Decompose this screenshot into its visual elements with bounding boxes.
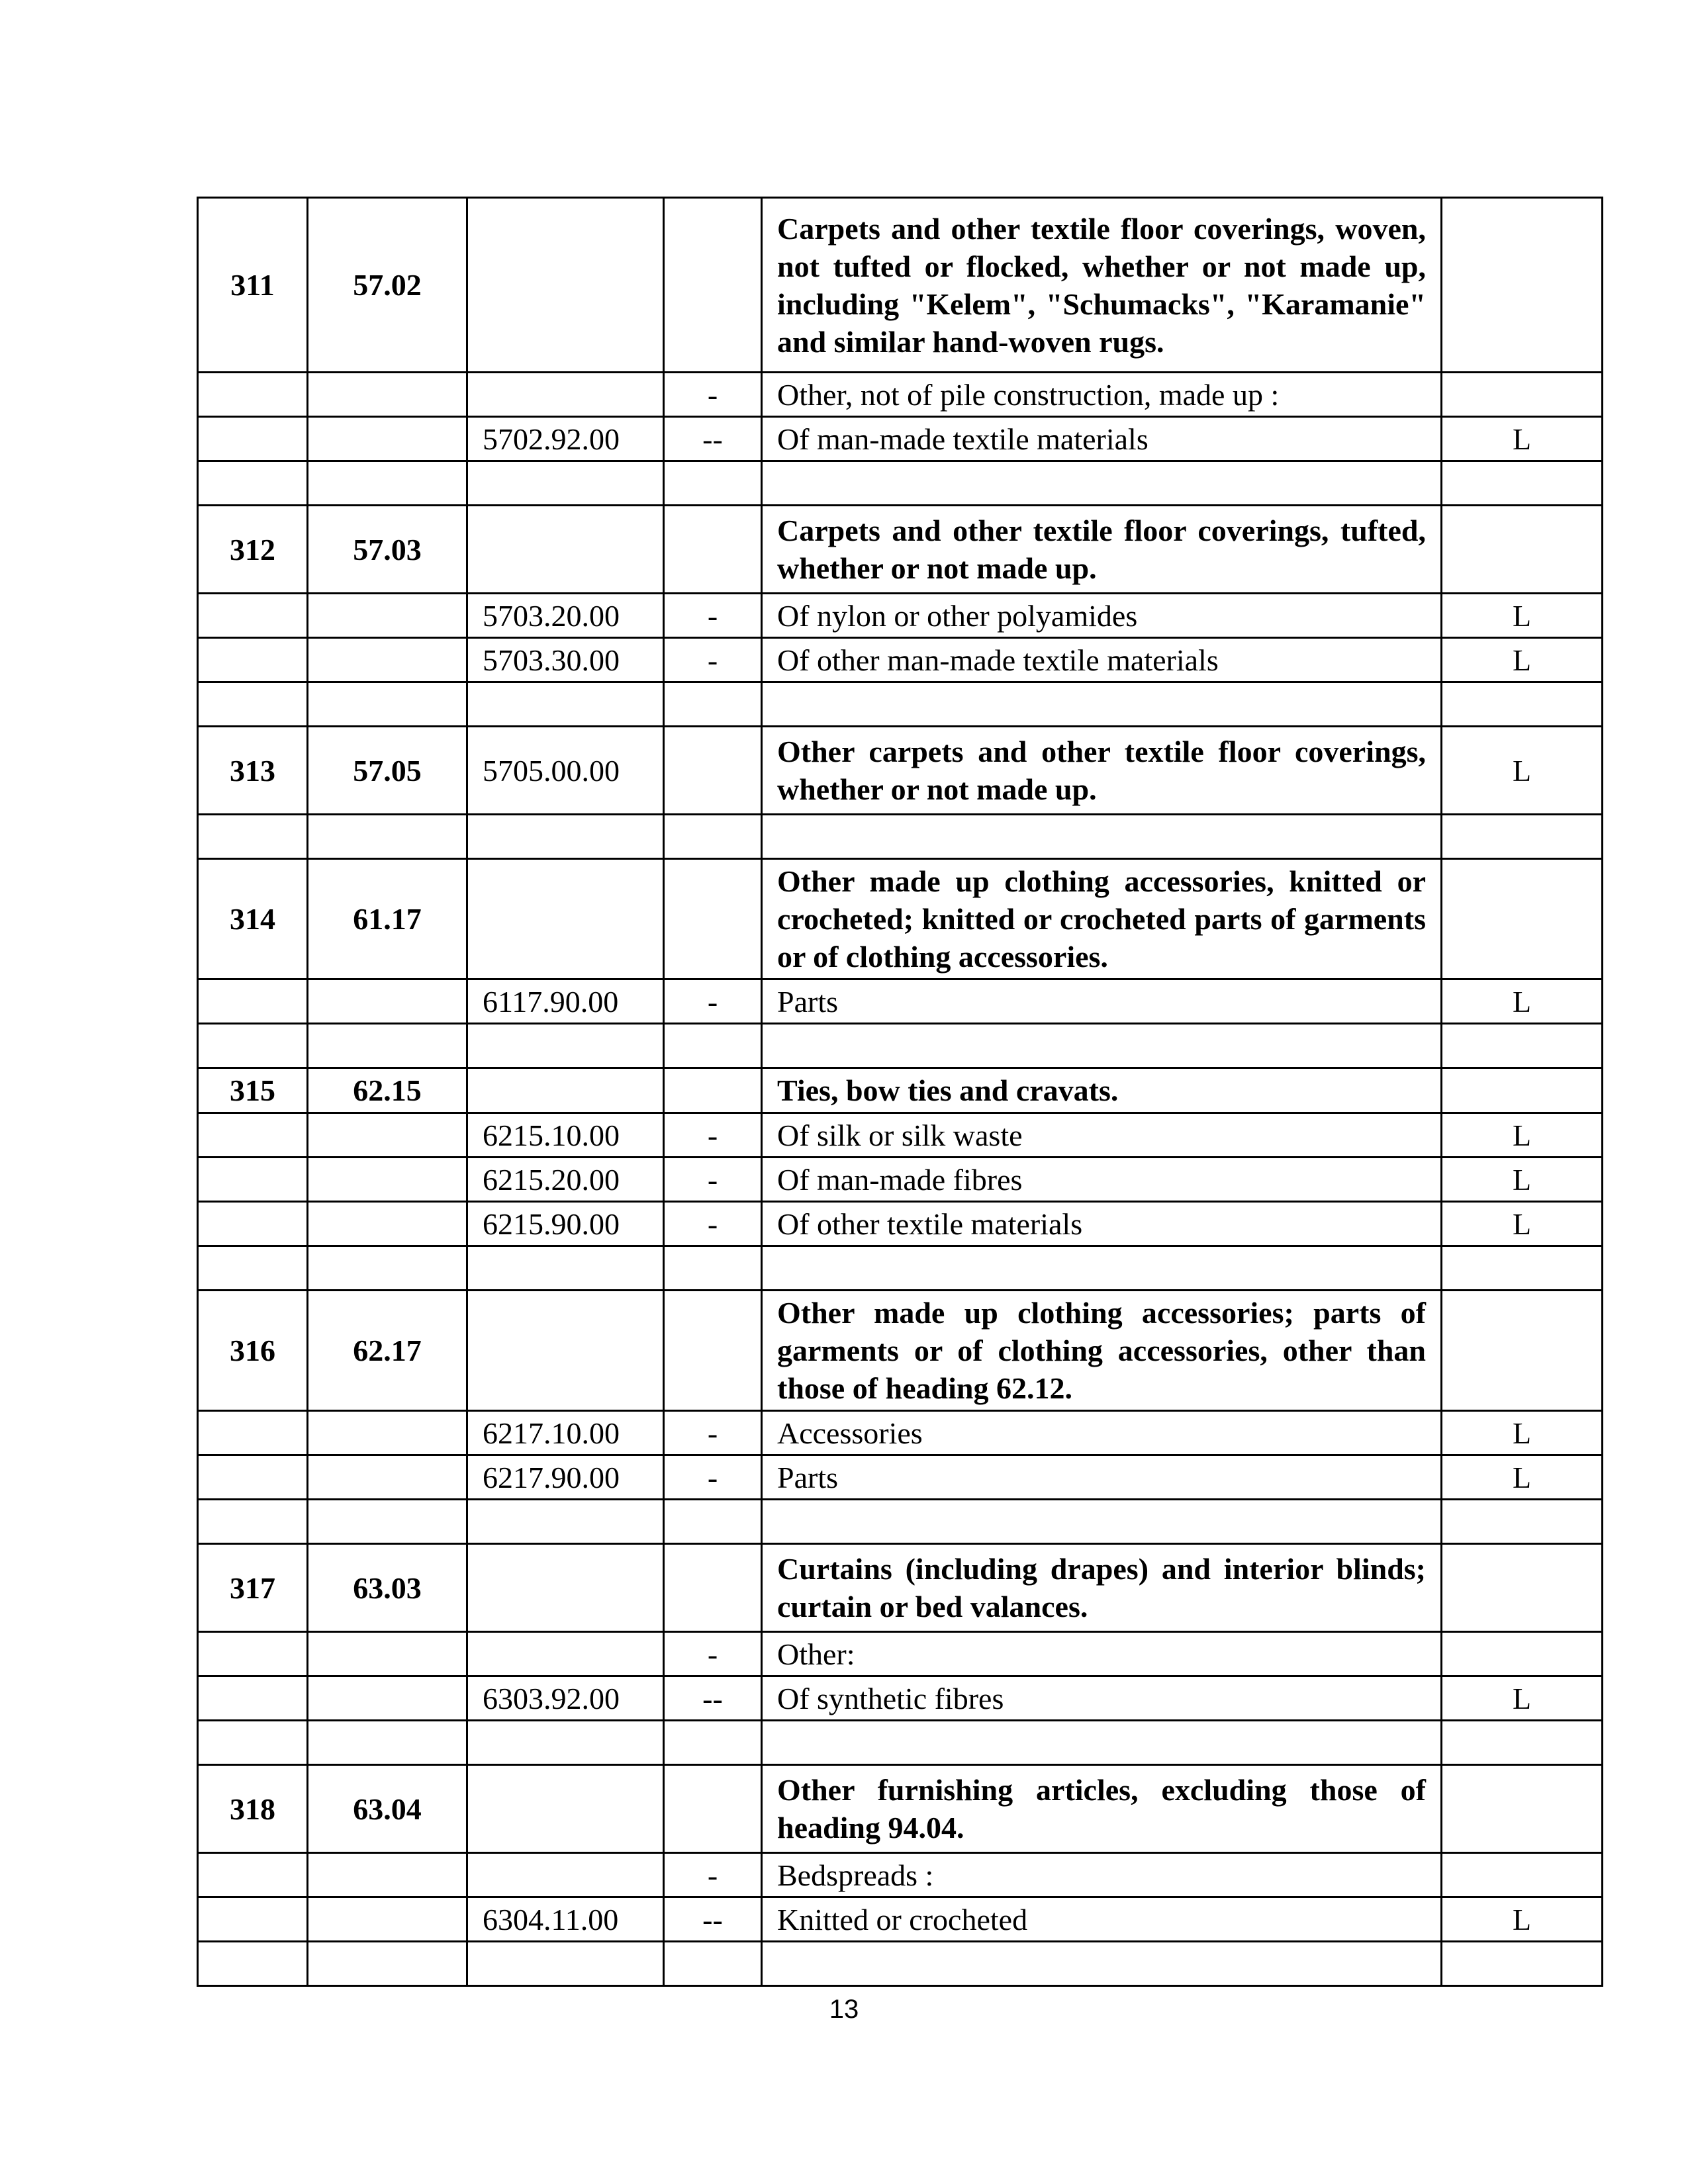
- cell-category: [1442, 1068, 1603, 1113]
- cell-heading-number: [308, 1721, 467, 1765]
- cell-category: [1442, 1721, 1603, 1765]
- cell-tariff-code: [467, 1291, 664, 1411]
- cell-serial-number: [198, 1632, 308, 1676]
- cell-heading-number: [308, 1500, 467, 1544]
- cell-tariff-code: 6215.20.00: [467, 1158, 664, 1202]
- cell-description: Of other textile materials: [762, 1202, 1442, 1246]
- cell-tariff-code: [467, 198, 664, 373]
- cell-serial-number: [198, 1411, 308, 1455]
- item-row: [198, 417, 1603, 461]
- cell-category: L: [1442, 1455, 1603, 1500]
- cell-serial-number: [198, 1676, 308, 1721]
- page-number: 13: [829, 1995, 859, 2024]
- cell-tariff-code: [467, 1765, 664, 1853]
- cell-serial-number: [198, 461, 308, 506]
- cell-tariff-code: [467, 1068, 664, 1113]
- cell-dash-level: --: [664, 1676, 762, 1721]
- cell-dash-level: [664, 1024, 762, 1068]
- cell-dash-level: [664, 1942, 762, 1986]
- heading-row: [198, 1068, 1603, 1113]
- cell-category: L: [1442, 594, 1603, 638]
- cell-category: [1442, 373, 1603, 417]
- cell-description: Carpets and other textile floor coverings, tufted, whether or not made up.: [762, 506, 1442, 594]
- cell-heading-number: [308, 417, 467, 461]
- cell-heading-number: [308, 1411, 467, 1455]
- cell-dash-level: [664, 815, 762, 859]
- cell-dash-level: [664, 506, 762, 594]
- cell-description: Other made up clothing accessories; parts of garments or of clothing accessories, other than those of heading 62.12.: [762, 1291, 1442, 1411]
- item-row: [198, 1632, 1603, 1676]
- cell-serial-number: [198, 1853, 308, 1897]
- heading-row: [198, 1765, 1603, 1853]
- cell-serial-number: [198, 1246, 308, 1291]
- cell-tariff-code: [467, 1544, 664, 1632]
- cell-description: Parts: [762, 979, 1442, 1024]
- cell-serial-number: 316: [198, 1291, 308, 1411]
- cell-description: Other furnishing articles, excluding those of heading 94.04.: [762, 1765, 1442, 1853]
- cell-dash-level: [664, 727, 762, 815]
- cell-category: [1442, 815, 1603, 859]
- cell-serial-number: 314: [198, 859, 308, 979]
- cell-dash-level: [664, 198, 762, 373]
- cell-heading-number: [308, 1024, 467, 1068]
- cell-description: [762, 1024, 1442, 1068]
- cell-heading-number: [308, 682, 467, 727]
- cell-serial-number: [198, 1113, 308, 1158]
- cell-category: L: [1442, 1158, 1603, 1202]
- cell-tariff-code: [467, 815, 664, 859]
- cell-tariff-code: 6217.10.00: [467, 1411, 664, 1455]
- cell-heading-number: 62.17: [308, 1291, 467, 1411]
- cell-tariff-code: 5703.20.00: [467, 594, 664, 638]
- cell-dash-level: [664, 682, 762, 727]
- tariff-table-body: [198, 198, 1603, 1986]
- cell-description: Of man-made textile materials: [762, 417, 1442, 461]
- cell-dash-level: -: [664, 638, 762, 682]
- cell-dash-level: [664, 1246, 762, 1291]
- cell-tariff-code: [467, 859, 664, 979]
- heading-row: [198, 727, 1603, 815]
- cell-heading-number: [308, 979, 467, 1024]
- item-row: [198, 1897, 1603, 1942]
- cell-description: Of nylon or other polyamides: [762, 594, 1442, 638]
- cell-tariff-code: 5705.00.00: [467, 727, 664, 815]
- cell-serial-number: [198, 1897, 308, 1942]
- cell-tariff-code: [467, 1632, 664, 1676]
- cell-description: Parts: [762, 1455, 1442, 1500]
- cell-category: [1442, 1632, 1603, 1676]
- cell-dash-level: -: [664, 373, 762, 417]
- cell-dash-level: [664, 1068, 762, 1113]
- cell-category: L: [1442, 417, 1603, 461]
- cell-heading-number: [308, 1853, 467, 1897]
- heading-row: [198, 1544, 1603, 1632]
- spacer-row: [198, 1721, 1603, 1765]
- cell-heading-number: 62.15: [308, 1068, 467, 1113]
- cell-tariff-code: 6215.10.00: [467, 1113, 664, 1158]
- cell-description: Bedspreads :: [762, 1853, 1442, 1897]
- cell-category: L: [1442, 1676, 1603, 1721]
- cell-description: Other:: [762, 1632, 1442, 1676]
- cell-category: L: [1442, 727, 1603, 815]
- spacer-row: [198, 1246, 1603, 1291]
- item-row: [198, 1158, 1603, 1202]
- cell-description: [762, 1721, 1442, 1765]
- cell-heading-number: [308, 461, 467, 506]
- cell-heading-number: 57.03: [308, 506, 467, 594]
- cell-category: [1442, 198, 1603, 373]
- cell-description: Other, not of pile construction, made up :: [762, 373, 1442, 417]
- cell-category: L: [1442, 979, 1603, 1024]
- cell-description: [762, 815, 1442, 859]
- cell-dash-level: -: [664, 1202, 762, 1246]
- cell-heading-number: [308, 1632, 467, 1676]
- cell-serial-number: [198, 682, 308, 727]
- spacer-row: [198, 682, 1603, 727]
- cell-tariff-code: 6215.90.00: [467, 1202, 664, 1246]
- cell-dash-level: -: [664, 1632, 762, 1676]
- cell-tariff-code: 5702.92.00: [467, 417, 664, 461]
- cell-serial-number: 318: [198, 1765, 308, 1853]
- cell-category: L: [1442, 1411, 1603, 1455]
- cell-description: Of other man-made textile materials: [762, 638, 1442, 682]
- cell-heading-number: 57.05: [308, 727, 467, 815]
- cell-heading-number: [308, 1202, 467, 1246]
- cell-tariff-code: [467, 1500, 664, 1544]
- spacer-row: [198, 1024, 1603, 1068]
- cell-dash-level: -: [664, 1158, 762, 1202]
- cell-category: L: [1442, 1897, 1603, 1942]
- item-row: [198, 1676, 1603, 1721]
- spacer-row: [198, 1942, 1603, 1986]
- cell-heading-number: [308, 1676, 467, 1721]
- cell-serial-number: 311: [198, 198, 308, 373]
- item-row: [198, 1455, 1603, 1500]
- cell-dash-level: -: [664, 1455, 762, 1500]
- cell-tariff-code: 5703.30.00: [467, 638, 664, 682]
- cell-serial-number: [198, 1202, 308, 1246]
- cell-category: [1442, 1765, 1603, 1853]
- cell-category: [1442, 1291, 1603, 1411]
- cell-description: Curtains (including drapes) and interior blinds; curtain or bed valances.: [762, 1544, 1442, 1632]
- cell-description: Knitted or crocheted: [762, 1897, 1442, 1942]
- cell-heading-number: [308, 815, 467, 859]
- cell-tariff-code: [467, 1246, 664, 1291]
- cell-dash-level: --: [664, 1897, 762, 1942]
- cell-heading-number: [308, 1455, 467, 1500]
- cell-dash-level: -: [664, 979, 762, 1024]
- cell-dash-level: [664, 1765, 762, 1853]
- cell-tariff-code: [467, 506, 664, 594]
- cell-serial-number: [198, 594, 308, 638]
- cell-category: [1442, 461, 1603, 506]
- cell-dash-level: --: [664, 417, 762, 461]
- cell-category: [1442, 859, 1603, 979]
- item-row: [198, 1411, 1603, 1455]
- cell-heading-number: [308, 1897, 467, 1942]
- cell-serial-number: 317: [198, 1544, 308, 1632]
- cell-serial-number: 312: [198, 506, 308, 594]
- cell-description: Accessories: [762, 1411, 1442, 1455]
- cell-heading-number: [308, 1158, 467, 1202]
- cell-category: [1442, 1024, 1603, 1068]
- cell-category: [1442, 1246, 1603, 1291]
- cell-dash-level: [664, 1500, 762, 1544]
- cell-description: [762, 1942, 1442, 1986]
- spacer-row: [198, 461, 1603, 506]
- cell-tariff-code: [467, 461, 664, 506]
- item-row: [198, 638, 1603, 682]
- heading-row: [198, 1291, 1603, 1411]
- cell-heading-number: 57.02: [308, 198, 467, 373]
- heading-row: [198, 859, 1603, 979]
- cell-description: [762, 461, 1442, 506]
- cell-heading-number: 61.17: [308, 859, 467, 979]
- tariff-table: [197, 197, 1603, 1987]
- item-row: [198, 373, 1603, 417]
- cell-description: Of man-made fibres: [762, 1158, 1442, 1202]
- cell-tariff-code: 6304.11.00: [467, 1897, 664, 1942]
- cell-heading-number: [308, 1246, 467, 1291]
- cell-tariff-code: [467, 373, 664, 417]
- cell-category: [1442, 1853, 1603, 1897]
- cell-serial-number: [198, 1942, 308, 1986]
- cell-heading-number: [308, 1113, 467, 1158]
- cell-description: Other carpets and other textile floor coverings, whether or not made up.: [762, 727, 1442, 815]
- cell-description: Other made up clothing accessories, knitted or crocheted; knitted or crocheted parts of garments or of clothing accessories.: [762, 859, 1442, 979]
- cell-serial-number: [198, 979, 308, 1024]
- item-row: [198, 1113, 1603, 1158]
- cell-tariff-code: [467, 1942, 664, 1986]
- cell-tariff-code: 6303.92.00: [467, 1676, 664, 1721]
- item-row: [198, 1202, 1603, 1246]
- cell-dash-level: -: [664, 1411, 762, 1455]
- cell-heading-number: 63.03: [308, 1544, 467, 1632]
- cell-dash-level: [664, 1291, 762, 1411]
- cell-tariff-code: [467, 682, 664, 727]
- cell-serial-number: [198, 638, 308, 682]
- cell-tariff-code: [467, 1024, 664, 1068]
- cell-category: [1442, 506, 1603, 594]
- spacer-row: [198, 815, 1603, 859]
- cell-category: [1442, 1500, 1603, 1544]
- cell-serial-number: [198, 1455, 308, 1500]
- cell-description: Of synthetic fibres: [762, 1676, 1442, 1721]
- cell-tariff-code: 6217.90.00: [467, 1455, 664, 1500]
- cell-dash-level: -: [664, 594, 762, 638]
- cell-category: L: [1442, 1113, 1603, 1158]
- cell-tariff-code: 6117.90.00: [467, 979, 664, 1024]
- cell-serial-number: 313: [198, 727, 308, 815]
- cell-dash-level: -: [664, 1853, 762, 1897]
- heading-row: [198, 506, 1603, 594]
- cell-tariff-code: [467, 1853, 664, 1897]
- heading-row: [198, 198, 1603, 373]
- cell-category: [1442, 1942, 1603, 1986]
- cell-heading-number: [308, 638, 467, 682]
- cell-heading-number: [308, 1942, 467, 1986]
- cell-tariff-code: [467, 1721, 664, 1765]
- item-row: [198, 594, 1603, 638]
- item-row: [198, 979, 1603, 1024]
- cell-category: L: [1442, 638, 1603, 682]
- cell-description: Carpets and other textile floor coverings, woven, not tufted or flocked, whether or not made up, including "Kelem", "Schumacks", "Karamanie" and similar hand-woven rugs.: [762, 198, 1442, 373]
- cell-dash-level: -: [664, 1113, 762, 1158]
- cell-description: [762, 1246, 1442, 1291]
- cell-dash-level: [664, 1721, 762, 1765]
- cell-serial-number: [198, 1721, 308, 1765]
- cell-dash-level: [664, 859, 762, 979]
- cell-serial-number: [198, 1158, 308, 1202]
- cell-serial-number: [198, 1024, 308, 1068]
- cell-description: Of silk or silk waste: [762, 1113, 1442, 1158]
- cell-description: Ties, bow ties and cravats.: [762, 1068, 1442, 1113]
- cell-category: [1442, 1544, 1603, 1632]
- cell-serial-number: [198, 373, 308, 417]
- cell-description: [762, 682, 1442, 727]
- cell-dash-level: [664, 461, 762, 506]
- cell-heading-number: [308, 594, 467, 638]
- cell-serial-number: [198, 1500, 308, 1544]
- cell-serial-number: 315: [198, 1068, 308, 1113]
- spacer-row: [198, 1500, 1603, 1544]
- cell-description: [762, 1500, 1442, 1544]
- item-row: [198, 1853, 1603, 1897]
- cell-heading-number: [308, 373, 467, 417]
- cell-dash-level: [664, 1544, 762, 1632]
- cell-serial-number: [198, 417, 308, 461]
- cell-category: [1442, 682, 1603, 727]
- cell-category: L: [1442, 1202, 1603, 1246]
- cell-serial-number: [198, 815, 308, 859]
- cell-heading-number: 63.04: [308, 1765, 467, 1853]
